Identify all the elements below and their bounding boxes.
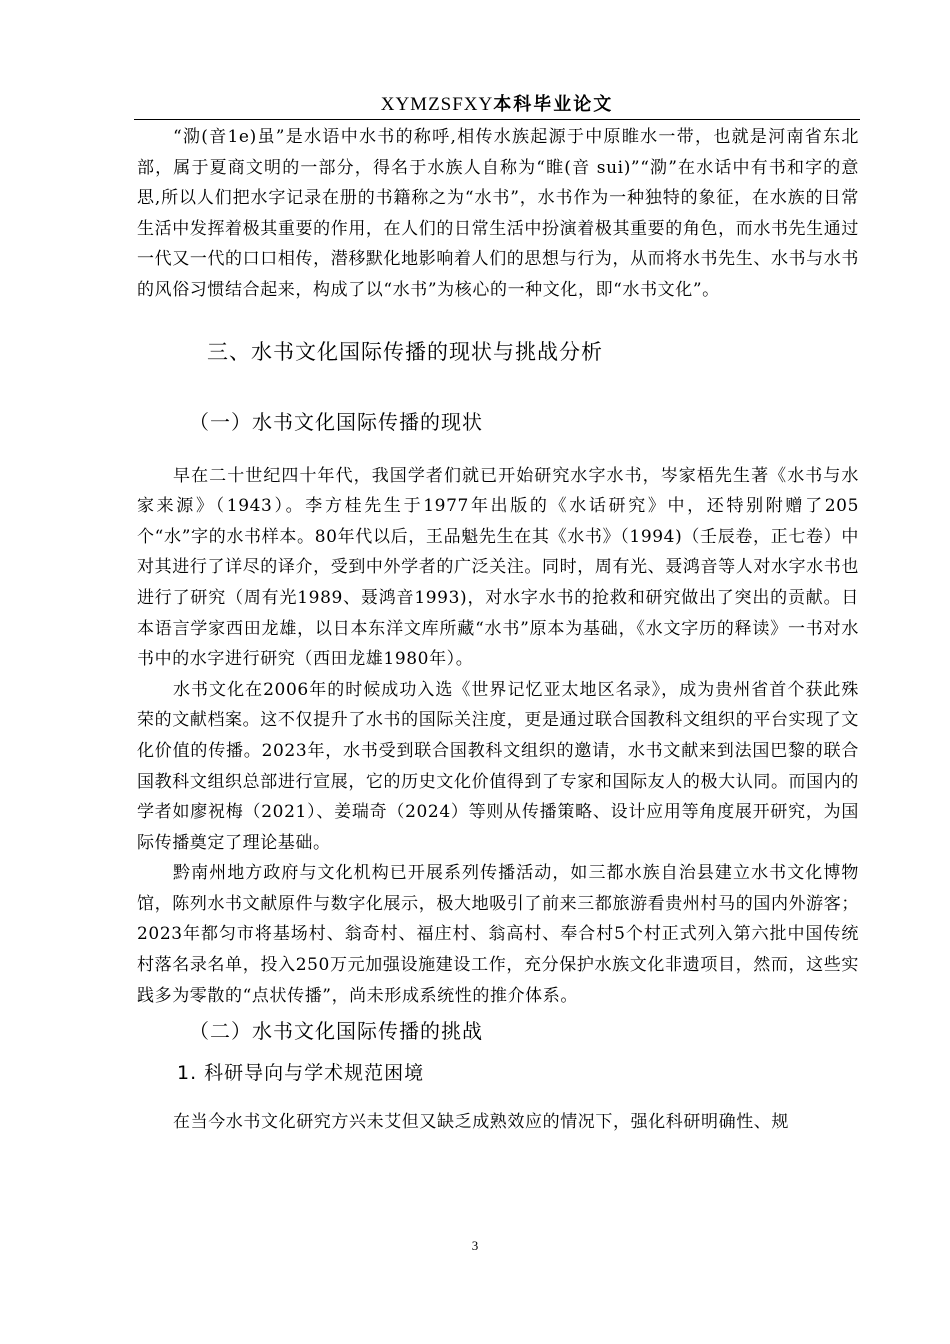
page-number: 3 bbox=[471, 1238, 479, 1253]
section-heading: 三、水书文化国际传播的现状与挑战分析 bbox=[207, 339, 603, 364]
body-text bbox=[137, 122, 859, 1138]
header-code: XYMZSFXY bbox=[380, 94, 494, 115]
paragraph-research-history: 早在二十世纪四十年代，我国学者们就已开始研究水字水书，岑家梧先生著《水书与水家来源》（1943）。李方桂先生于1977年出版的《水话研究》中，还特别附赠了205个“水”字的水书样本。80年代以后，王品魁先生在其《水书》（1994)（壬辰卷，正七卷）中对其进行了详尽的译介，受到中外学者的广泛关注。同时，周有光、聂鸿音等人对水字水书也进行了研究（周有光1989、聂鸿音1993)，对水字水书的抢救和研究做出了突出的贡献。日本语言学家西田龙雄，以日本东洋文库所藏“水书”原本为基础，《水文字历的释读》一书对水书中的水字进行研究（西田龙雄1980年）。 bbox=[137, 465, 859, 670]
header-rule bbox=[134, 119, 860, 120]
paragraph-research-orientation: 在当今水书文化研究方兴未艾但又缺乏成熟效应的情况下，强化科研明确性、规 bbox=[173, 1112, 789, 1133]
paragraph-local-activities: 黔南州地方政府与文化机构已开展系列传播活动，如三都水族自治县建立水书文化博物馆，陈列水书文献原件与数字化展示，极大地吸引了前来三都旅游看贵州村马的国内外游客；2023年都匀市将基场村、翁奇村、福庄村、翁高村、奉合村5个村正式列入第六批中国传统村落名录名单，投入250万元加强设施建设工作，充分保护水族文化非遗项目，然而，这些实践多为零散的“点状传播”，尚未形成系统性的推介体系。 bbox=[137, 863, 859, 1006]
paragraph-shuishu-definition: “泐(音1e)虽”是水语中水书的称呼,相传水族起源于中原睢水一带，也就是河南省东北部，属于夏商文明的一部分，得名于水族人自称为“睢(音 sui)”“泐”在水话中有书和字的意思,所以人们把水字记录在册的书籍称之为“水书”，水书作为一种独特的象征，在水族的日常生活中发挥着极其重要的作用，在人们的日常生活中扮演着极其重要的角色，而水书先生通过一代又一代的口口相传，潜移默化地影响着人们的思想与行为，从而将水书先生、水书与水书的风俗习惯结合起来，构成了以“水书”为核心的一种文化，即“水书文化”。 bbox=[137, 127, 859, 300]
header-label: 本科毕业论文 bbox=[493, 94, 614, 115]
subsubsection-heading: 1. 科研导向与学术规范困境 bbox=[177, 1062, 425, 1085]
subsection-heading-status: （一）水书文化国际传播的现状 bbox=[189, 409, 483, 434]
paragraph-unesco-recognition: 水书文化在2006年的时候成功入选《世界记忆亚太地区名录》，成为贵州省首个获此殊荣的文献档案。这不仅提升了水书的国际关注度，更是通过联合国教科文组织的平台实现了文化价值的传播。2023年，水书受到联合国教科文组织的邀请，水书文献来到法国巴黎的联合国教科文组织总部进行宣展，它的历史文化价值得到了专家和国际友人的极大认同。而国内的学者如廖祝梅（2021）、姜瑞奇（2024）等则从传播策略、设计应用等角度展开研究，为国际传播奠定了理论基础。 bbox=[137, 679, 859, 853]
subsection-heading-challenges: （二）水书文化国际传播的挑战 bbox=[189, 1019, 483, 1044]
running-header bbox=[134, 92, 860, 118]
